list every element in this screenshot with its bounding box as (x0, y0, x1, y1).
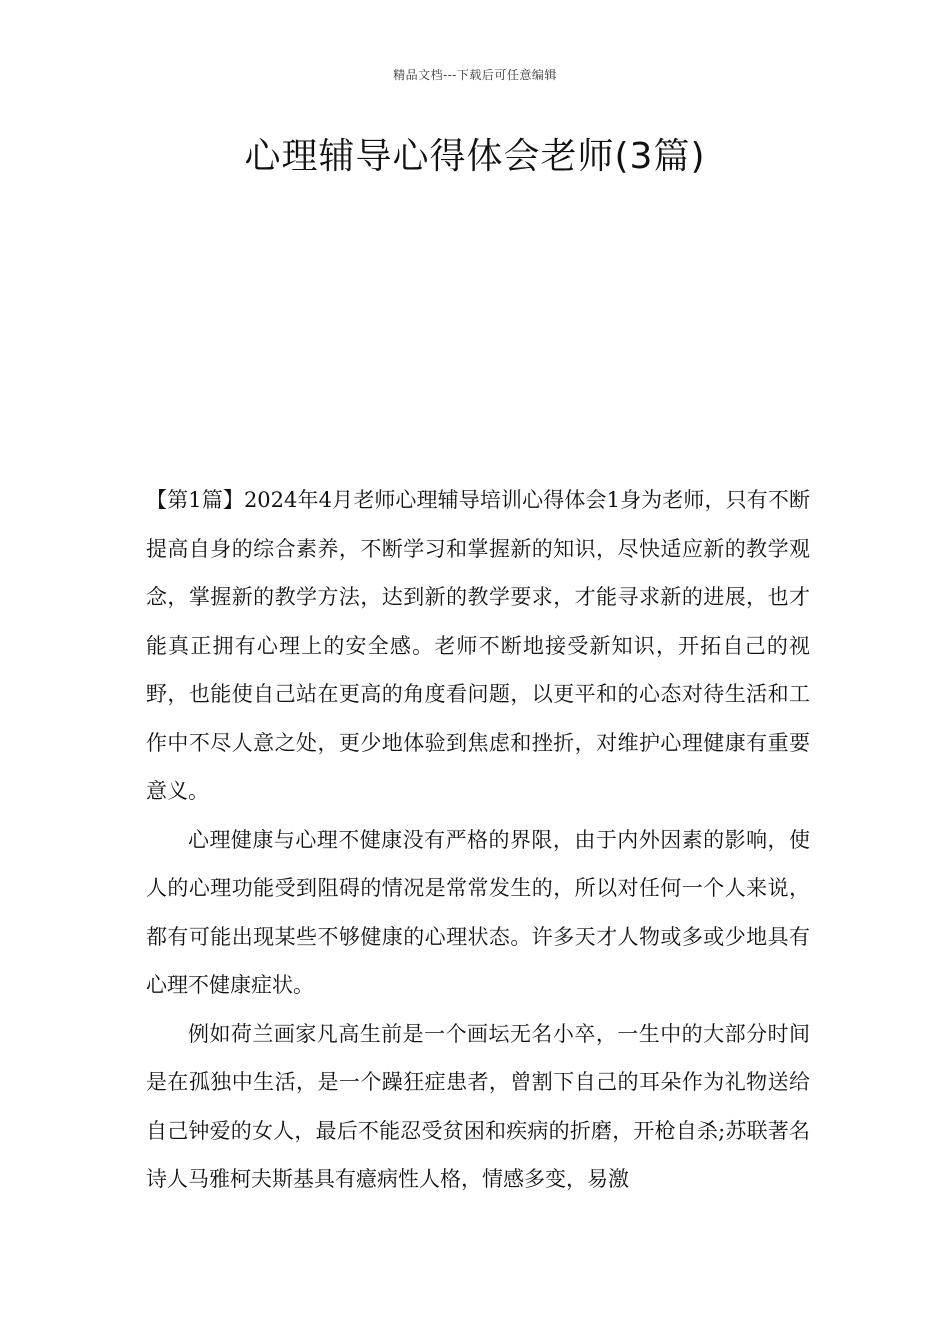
paragraph-2: 心理健康与心理不健康没有严格的界限，由于内外因素的影响，使人的心理功能受到阻碍的情况是常常发生的，所以对任何一个人来说，都有可能出现某些不够健康的心理状态。许多天才人物或多或少地具有心理不健康症状。 (146, 827, 810, 997)
header-note: 精品文档---下载后可任意编辑 (393, 68, 557, 82)
paragraph-1: 【第1篇】2024年4月老师心理辅导培训心得体会1身为老师，只有不断提高自身的综合素养，不断学习和掌握新的知识，尽快适应新的教学观念，掌握新的教学方法，达到新的教学要求，才能寻求新的进展，也才能真正拥有心理上的安全感。老师不断地接受新知识，开拓自己的视野，也能使自己站在更高的角度看问题，以更平和的心态对待生活和工作中不尽人意之处，更少地体验到焦虑和挫折，对维护心理健康有重要意义。 (146, 488, 810, 803)
document-title: 心理辅导心得体会老师(3篇) (244, 136, 706, 177)
paragraph-3: 例如荷兰画家凡高生前是一个画坛无名小卒，一生中的大部分时间是在孤独中生活，是一个躁狂症患者，曾割下自己的耳朵作为礼物送给自己钟爱的女人，最后不能忍受贫困和疾病的折磨，开枪自杀;苏联著名诗人马雅柯夫斯基具有癔病性人格，情感多变，易激 (146, 1021, 810, 1191)
document-body (146, 476, 810, 1204)
